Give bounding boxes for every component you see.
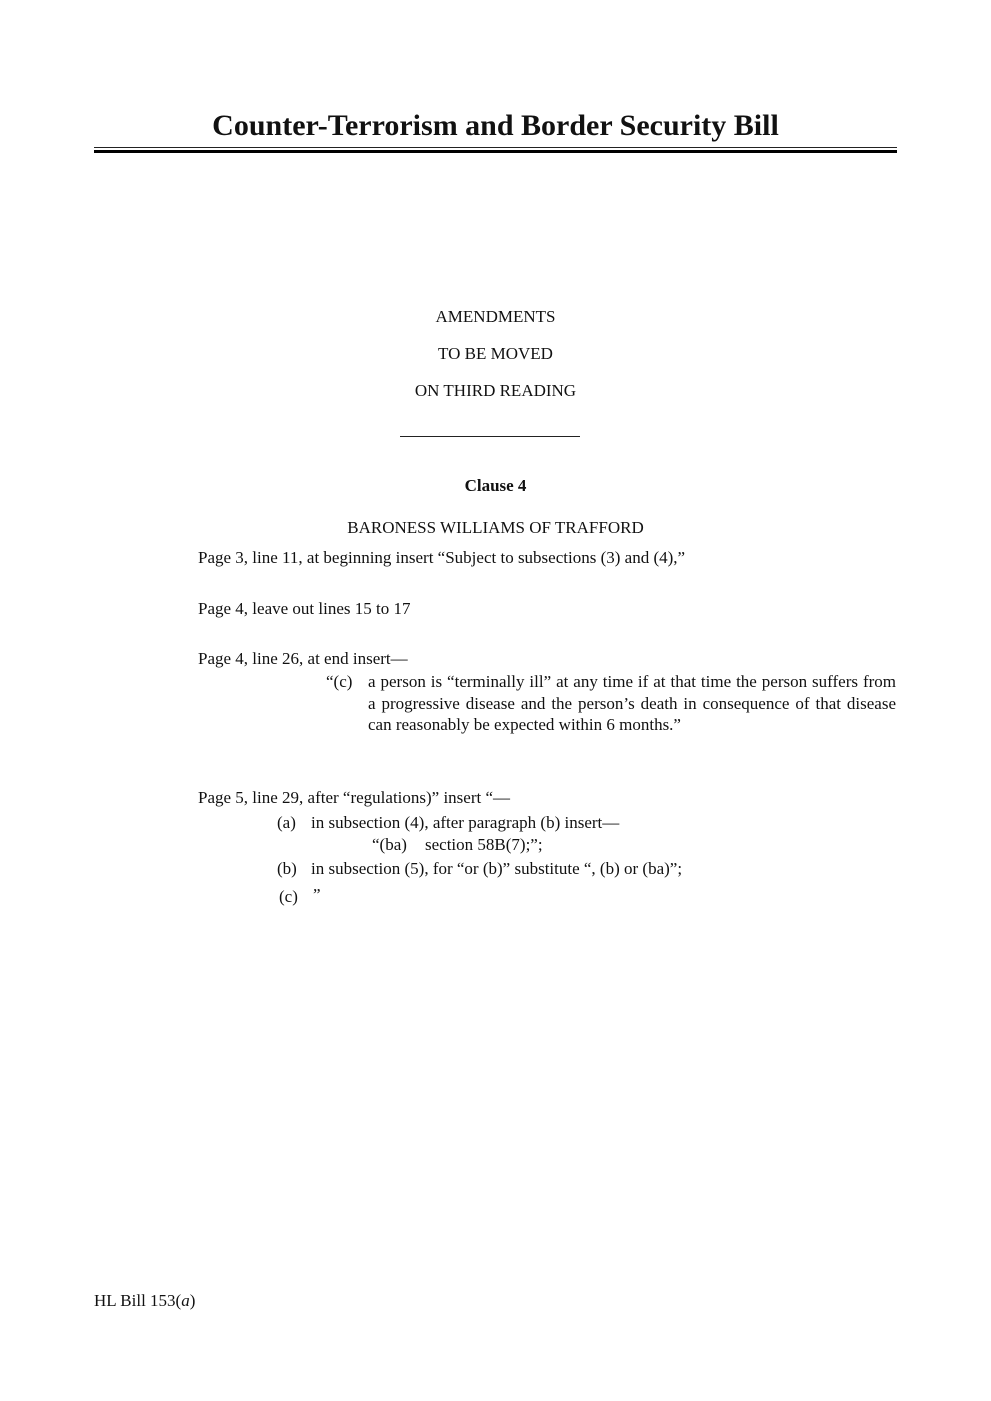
amendment-4-item-b-label: (b) — [277, 859, 297, 878]
heading-line-1: AMENDMENTS — [435, 307, 556, 326]
amendment-1: Page 3, line 11, at beginning insert “Subject to subsections (3) and (4),” — [198, 548, 686, 567]
title-rule-thin — [94, 147, 897, 148]
amendment-4-item-ba-label: “(ba) — [372, 835, 407, 854]
amendment-4-item-a-text: in subsection (4), after paragraph (b) insert— — [311, 813, 620, 832]
clause-heading: Clause 4 — [464, 476, 527, 495]
bill-number-prefix: HL Bill 153( — [94, 1291, 182, 1310]
section-divider — [400, 436, 580, 437]
heading-line-2: TO BE MOVED — [438, 344, 553, 363]
amendment-2: Page 4, leave out lines 15 to 17 — [198, 599, 411, 618]
amendment-4-intro: Page 5, line 29, after “regulations)” insert “— — [198, 788, 511, 807]
amendment-3-intro: Page 4, line 26, at end insert— — [198, 649, 408, 668]
document-title: Counter-Terrorism and Border Security Bill — [212, 109, 779, 142]
bill-number-italic: a — [181, 1291, 190, 1310]
amendment-4-item-b-text: in subsection (5), for “or (b)” substitute “, (b) or (ba)”; — [311, 859, 683, 878]
amendment-4-item-a-label: (a) — [277, 813, 296, 832]
amendment-4-item-c-text: ” — [313, 885, 321, 904]
amendment-4-item-c-label: (c) — [279, 887, 298, 906]
mover-name: BARONESS WILLIAMS OF TRAFFORD — [347, 518, 644, 537]
amendment-3-text: a person is “terminally ill” at any time if at that time the person suffers from a progressive disease and the person’s death in consequence of that disease can reasonably be expected within 6 months.” — [368, 672, 896, 735]
bill-number — [94, 1291, 195, 1311]
amendment-3-label: “(c) — [326, 672, 353, 691]
amendment-4-item-ba-text: section 58B(7);”; — [425, 835, 543, 854]
title-rule-thick — [94, 150, 897, 153]
bill-number-suffix: ) — [189, 1291, 196, 1310]
heading-line-3: ON THIRD READING — [414, 381, 577, 400]
